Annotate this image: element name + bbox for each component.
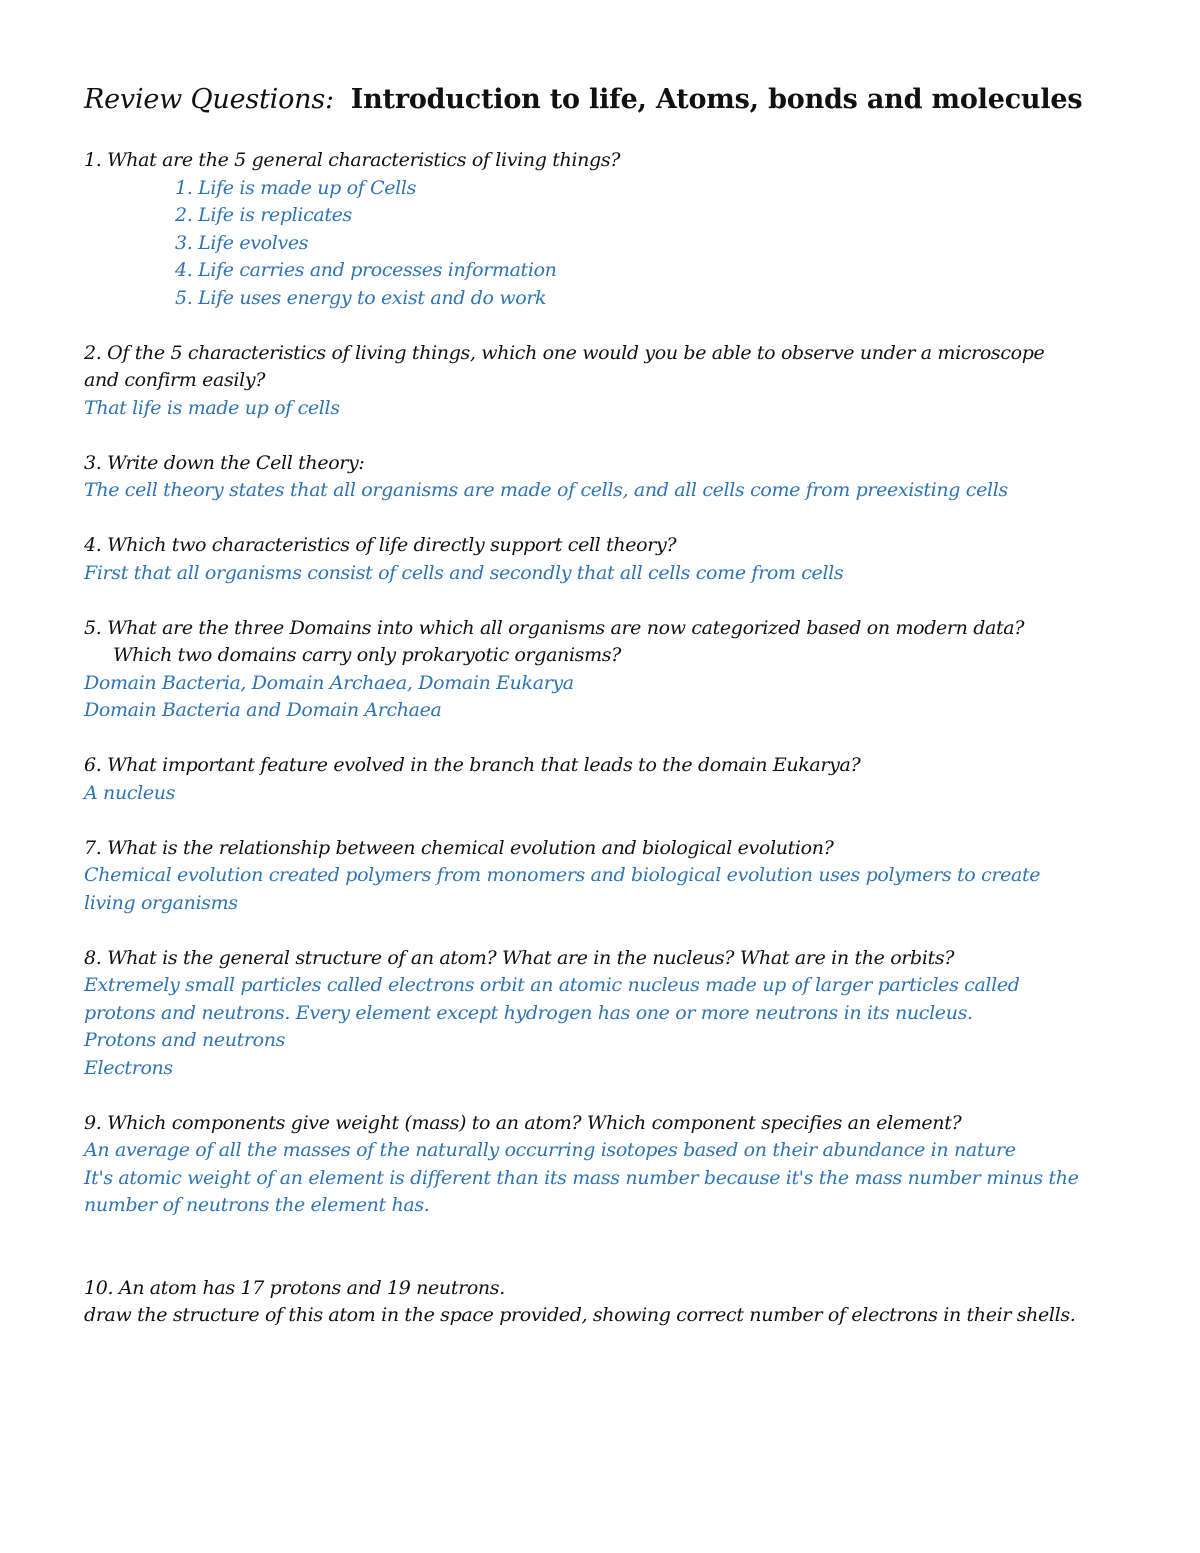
- question-text: 10. An atom has 17 protons and 19 neutrons.: [84, 1276, 505, 1299]
- answer-text: That life is made up of cells: [84, 396, 340, 419]
- answer-list-item: 1. Life is made up of Cells: [175, 176, 417, 199]
- question-text: 1. What are the 5 general characteristics of living things?: [84, 149, 621, 171]
- answer-list-item: 5. Life uses energy to exist and do work: [175, 286, 547, 309]
- answer-text: Protons and neutrons: [84, 1029, 286, 1051]
- answer-list-item: 3. Life evolves: [175, 231, 309, 254]
- answer-text: living organisms: [84, 891, 238, 914]
- question-block-4: [84, 532, 1124, 587]
- answer-list-item: 4. Life carries and processes information: [175, 259, 557, 281]
- question-block-6: [84, 752, 1124, 807]
- document-page: [84, 84, 1124, 1357]
- answer-text: A nucleus: [84, 781, 176, 804]
- answer-text: protons and neutrons. Every element except hydrogen has one or more neutrons in its nucleus.: [84, 1001, 973, 1024]
- question-text: 7. What is the relationship between chemical evolution and biological evolution?: [84, 836, 834, 859]
- question-block-10: [84, 1275, 1124, 1330]
- question-text: 2. Of the 5 characteristics of living things, which one would you be able to observe under a microscope: [84, 341, 1045, 364]
- title-prefix: Review Questions:: [84, 84, 334, 115]
- answer-text: Extremely small particles called electrons orbit an atomic nucleus made up of larger particles called: [84, 974, 1020, 996]
- title-main: Introduction to life, Atoms, bonds and molecules: [350, 84, 1083, 115]
- question-block-3: [84, 450, 1124, 505]
- answer-text: The cell theory states that all organisms are made of cells, and all cells come from preexisting cells: [84, 479, 1008, 501]
- question-text: and confirm easily?: [84, 369, 266, 391]
- answer-text: Electrons: [84, 1056, 173, 1079]
- answer-text: Domain Bacteria, Domain Archaea, Domain Eukarya: [84, 671, 574, 694]
- answer-text: First that all organisms consist of cells and secondly that all cells come from cells: [84, 561, 844, 584]
- document-title: [84, 84, 1124, 115]
- question-block-9: [84, 1110, 1124, 1220]
- question-block-2: [84, 340, 1124, 423]
- question-text: 8. What is the general structure of an atom? What are in the nucleus? What are in the orbits?: [84, 946, 955, 969]
- question-block-7: [84, 835, 1124, 918]
- question-text: draw the structure of this atom in the space provided, showing correct number of electrons in their shells.: [84, 1304, 1076, 1326]
- question-text: 3. Write down the Cell theory:: [84, 451, 365, 474]
- question-text: 4. Which two characteristics of life directly support cell theory?: [84, 534, 677, 556]
- answer-text: Chemical evolution created polymers from monomers and biological evolution uses polymers to create: [84, 864, 1041, 886]
- answer-text: number of neutrons the element has.: [84, 1194, 430, 1216]
- question-block-1: [84, 147, 1124, 312]
- question-text: 9. Which components give weight (mass) to an atom? Which component specifies an element?: [84, 1111, 962, 1134]
- answer-text: It's atomic weight of an element is different than its mass number because it's the mass number minus the: [84, 1166, 1079, 1189]
- answer-text: Domain Bacteria and Domain Archaea: [84, 699, 442, 721]
- question-block-8: [84, 945, 1124, 1083]
- answer-list-item: 2. Life is replicates: [175, 204, 352, 226]
- question-text: 5. What are the three Domains into which all organisms are now categorized based on modern data?: [84, 616, 1025, 639]
- question-block-5: [84, 615, 1124, 725]
- question-text: Which two domains carry only prokaryotic organisms?: [113, 644, 621, 666]
- answer-text: An average of all the masses of the naturally occurring isotopes based on their abundance in nature: [84, 1139, 1016, 1161]
- question-text: 6. What important feature evolved in the branch that leads to the domain Eukarya?: [84, 754, 861, 776]
